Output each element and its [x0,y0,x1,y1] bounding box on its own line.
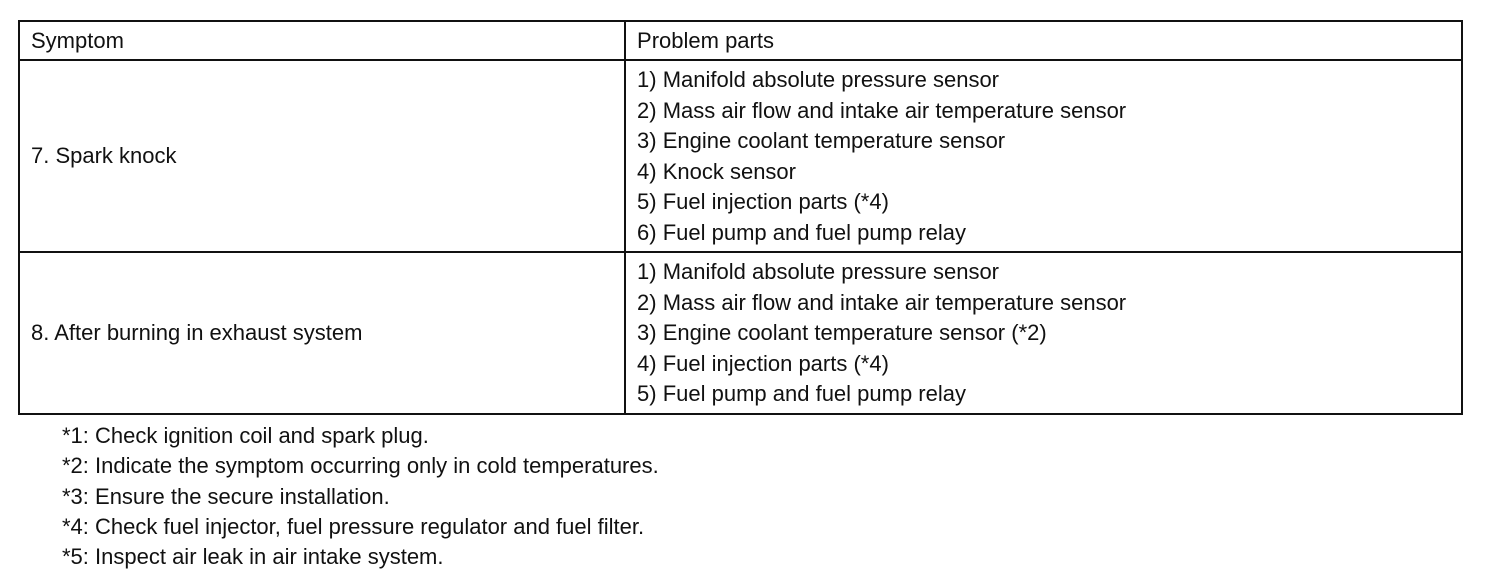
table-row [19,60,1462,252]
list-item: 2) Mass air flow and intake air temperature sensor [637,97,1127,123]
symptom-table [18,20,1463,415]
symptom-cell: 7. Spark knock [19,60,625,252]
list-item: 5) Fuel injection parts (*4) [637,189,889,214]
list-item: 4) Fuel injection parts (*4) [637,350,889,376]
list-item: 5) Fuel pump and fuel pump relay [637,381,966,406]
problem-parts-cell [625,60,1462,252]
list-item: 1) Manifold absolute pressure sensor [637,259,999,284]
table-header-row [19,21,1462,60]
list-item: 2) Mass air flow and intake air temperature sensor [637,289,1127,315]
footnote: *5: Inspect air leak in air intake system. [62,544,444,570]
problem-parts-column-header: Problem parts [625,21,1462,60]
problem-parts-list [637,257,1461,410]
problem-parts-list [637,65,1461,248]
symptom-column-header: Symptom [19,21,625,60]
symptom-cell: 8. After burning in exhaust system [19,252,625,414]
problem-parts-cell [625,252,1462,414]
footnote: *3: Ensure the secure installation. [62,483,390,509]
list-item: 6) Fuel pump and fuel pump relay [637,219,966,245]
footnote: *2: Indicate the symptom occurring only in cold temperatures. [62,453,659,479]
list-item: 1) Manifold absolute pressure sensor [637,67,999,92]
footnotes [62,421,659,572]
list-item: 4) Knock sensor [637,158,796,184]
footnote: *1: Check ignition coil and spark plug. [62,423,429,448]
footnote: *4: Check fuel injector, fuel pressure regulator and fuel filter. [62,513,645,539]
list-item: 3) Engine coolant temperature sensor (*2) [637,320,1047,345]
list-item: 3) Engine coolant temperature sensor [637,128,1006,153]
table-row [19,252,1462,414]
